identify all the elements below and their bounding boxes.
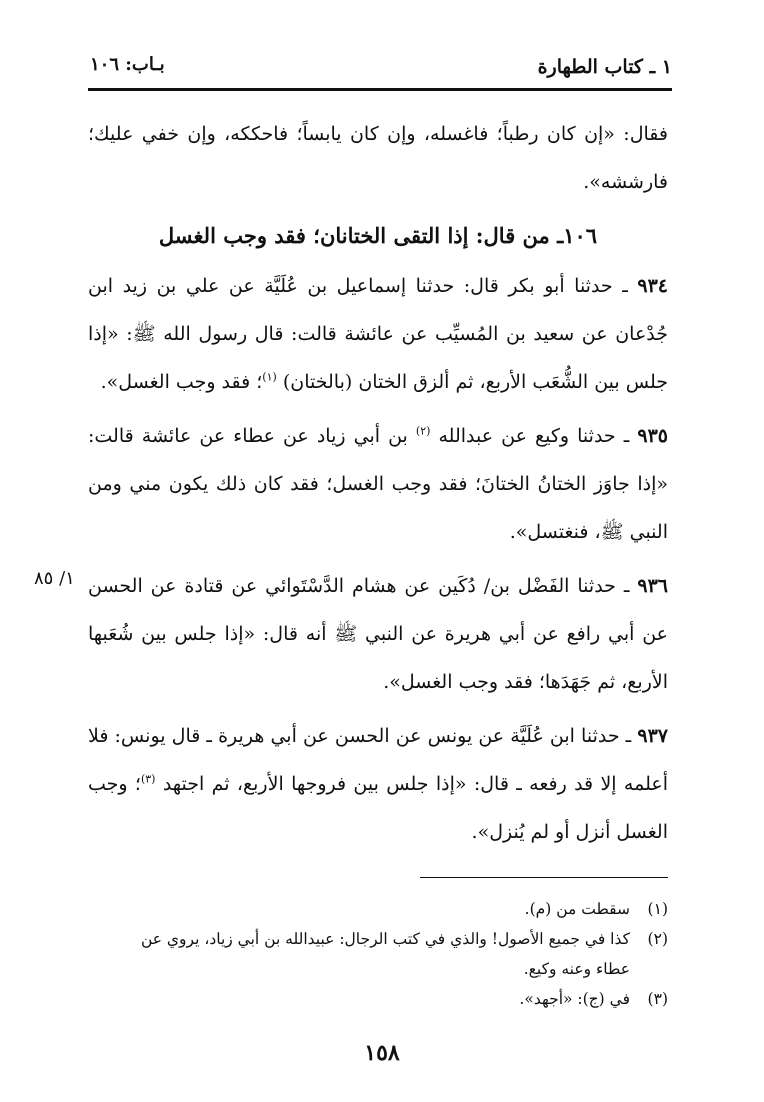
- hadith-934: [88, 262, 668, 406]
- footnote-text: سقطت من (م).: [524, 900, 630, 918]
- hadith-number: ٩٣٤: [637, 275, 668, 297]
- chapter-label: بـاب: ١٠٦: [90, 54, 165, 75]
- hadith-text: ـ حدثنا أبو بكر قال: حدثنا إسماعيل بن عُلَيَّة عن علي بن زيد ابن جُدْعان عن سعيد بن المُسيِّب عن عائشة قالت: قال رسول الله ﷺ: «إذا جلس بين الشُّعَب الأربع، ثم ألزق الختان (بالختان): [88, 275, 668, 393]
- footnote-ref[interactable]: (٣): [140, 772, 156, 786]
- book-title: ١ ـ كتاب الطهارة: [537, 56, 672, 78]
- page-header: [88, 52, 672, 91]
- main-text: [88, 110, 668, 862]
- hadith-text: ـ حدثنا وكيع عن عبدالله: [438, 425, 630, 447]
- hadith-text: ـ حدثنا ابن عُلَيَّة عن يونس عن الحسن عن أبي هريرة ـ قال يونس: فلا أعلمه إلا قد رفعه ـ قال: «إذا جلس بين فروجها الأربع، ثم اجتهد: [88, 725, 669, 795]
- hadith-number: ٩٣٥: [637, 425, 669, 447]
- hadith-text: ـ حدثنا الفَضْل بن/ دُكَين عن هشام الدَّسْتَوائي عن قتادة عن الحسن عن أبي رافع عن أبي هريرة عن النبي ﷺ أنه قال: «إذا جلس بين شُعَبها الأربع، ثم جَهَدَها؛ فقد وجب الغسل».: [88, 575, 668, 693]
- footnote-text: كذا في جميع الأصول! والذي في كتب الرجال: عبيدالله بن أبي زياد، يروي عن: [140, 930, 630, 948]
- footnote-divider: [420, 877, 668, 878]
- footnote-ref[interactable]: (١): [262, 370, 277, 384]
- footnote-text: في (ج): «أجهد».: [519, 990, 630, 1008]
- hadith-936: [88, 562, 668, 706]
- footnote-number: (٣): [647, 990, 668, 1008]
- hadith-937: [88, 712, 668, 856]
- footnote-number: (١): [647, 900, 668, 918]
- footnote-3: [88, 984, 668, 1014]
- hadith-935: [88, 412, 668, 556]
- hadith-number: ٩٣٧: [637, 725, 668, 747]
- hadith-text-end: ؛ فقد وجب الغسل».: [100, 371, 263, 393]
- margin-reference: ١/ ٨٥: [34, 568, 75, 589]
- hadith-number: ٩٣٦: [637, 575, 668, 597]
- footnote-1: [88, 894, 668, 924]
- hadith-text-end: ؛ وجب الغسل أنزل أو لم يُنزل».: [88, 773, 668, 843]
- page-number: ١٥٨: [364, 1040, 400, 1066]
- footnote-2-continuation: عطاء وعنه وكيع.: [523, 960, 630, 978]
- footnote-2: [88, 924, 668, 954]
- footnotes: [88, 894, 668, 1014]
- chapter-heading: ١٠٦ـ من قال: إذا التقى الختانان؛ فقد وجب الغسل: [158, 223, 598, 248]
- footnote-ref[interactable]: (٢): [415, 424, 431, 438]
- intro-paragraph: فقال: «إن كان رطباً؛ فاغسله، وإن كان يابساً؛ فاحككه، وإن خفي عليك؛ فارششه».: [88, 123, 668, 193]
- footnote-number: (٢): [647, 930, 668, 948]
- hadith-text-end: بن أبي زياد عن عطاء عن عائشة قالت: «إذا جاوَز الختانُ الختانَ؛ فقد وجب الغسل؛ فقد كان ذلك يكون مني ومن النبي ﷺ، فنغتسل».: [88, 425, 668, 543]
